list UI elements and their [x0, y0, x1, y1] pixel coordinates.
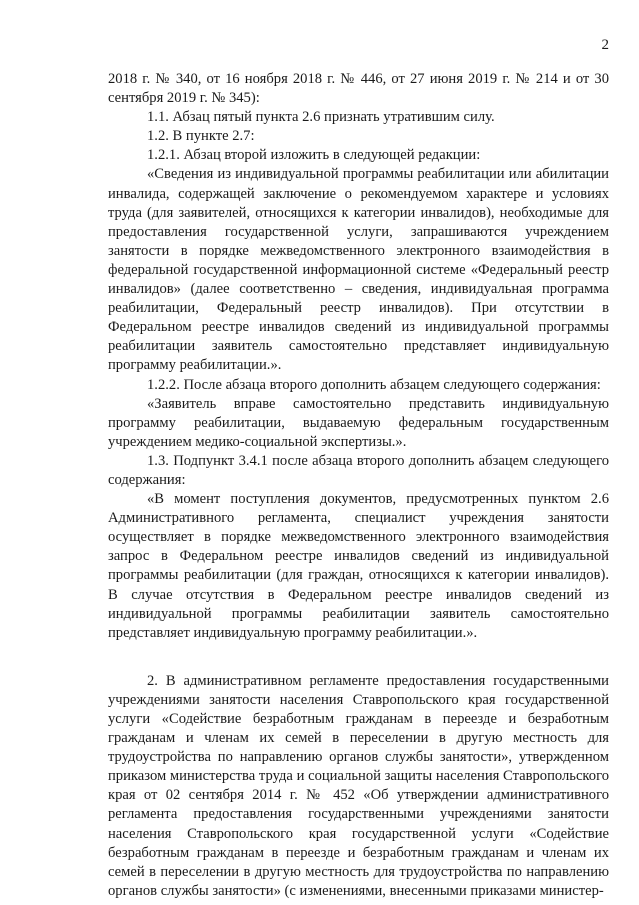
paragraph-quote-3: «В момент поступления документов, предусмотренных пунктом 2.6 Административного регламента, специалист учреждения занятости осуществляет в порядке межведомственного электронного взаимодействия запрос в Федеральном реестре инвалидов сведений из индивидуальной программы реабилитации (для граждан, относящихся к категории инвалидов). В случае отсутствия в Федеральном реестре инвалидов сведений из индивидуальной программы реабилитации заявитель самостоятельно представляет индивидуальную программу реабилитации.».: [108, 491, 609, 641]
paragraph-item-1-1: 1.1. Абзац пятый пункта 2.6 признать утратившим силу.: [147, 109, 495, 126]
paragraph-item-1-2: 1.2. В пункте 2.7:: [147, 128, 255, 145]
paragraph-item-1-3: 1.3. Подпункт 3.4.1 после абзаца второго дополнить абзацем следующего содержания:: [108, 452, 609, 488]
paragraph-quote-2: «Заявитель вправе самостоятельно представить индивидуальную программу реабилитации, выдаваемую федеральным государственным учреждением медико-социальной экспертизы.».: [108, 395, 609, 450]
page-number: 2: [601, 37, 609, 53]
paragraph-item-2: 2. В административном регламенте предоставления государственными учреждениями занятости населения Ставропольского края государственной услуги «Содействие безработным гражданам в переезде и безработным гражданам и членам их семей в переселении в другую местность для трудоустройства по направлению органов службы занятости», утвержденном приказом министерства труда и социальной защиты населения Ставропольского края от 02 сентября 2014 г. № 452 «Об утверждении административного регламента предоставления государственными учреждениями занятости населения Ставропольского края государственной услуги «Содействие безработным гражданам в переезде и безработным гражданам и членам их семей в переселении в другую местность для трудоустройства по направлению органов службы занятости» (с изменениями, внесенными приказами министер-: [108, 672, 609, 899]
paragraph-continuation: 2018 г. № 340, от 16 ноября 2018 г. № 446, от 27 июня 2019 г. № 214 и от 30 сентября 2019 г. № 345):: [108, 71, 609, 107]
paragraph-quote-1: «Сведения из индивидуальной программы реабилитации или абилитации инвалида, содержащей заключение о рекомендуемом характере и условиях труда (для заявителей, относящихся к категории инвалидов), необходимые для предоставления государственной услуги, запрашиваются учреждением занятости в порядке межведомственного электронного взаимодействия в федеральной государственной информационной системе «Федеральный реестр инвалидов» (далее соответственно – сведения, индивидуальная программа реабилитации, Федеральный реестр инвалидов). При отсутствии в Федеральном реестре инвалидов сведений из индивидуальной программы реабилитации заявитель самостоятельно представляет индивидуальную программу реабилитации.».: [108, 166, 609, 374]
paragraph-item-1-2-2: 1.2.2. После абзаца второго дополнить абзацем следующего содержания:: [147, 376, 601, 393]
paragraph-gap: [108, 643, 609, 672]
paragraph-item-1-2-1: 1.2.1. Абзац второй изложить в следующей редакции:: [147, 147, 481, 164]
document-body: [108, 70, 609, 901]
